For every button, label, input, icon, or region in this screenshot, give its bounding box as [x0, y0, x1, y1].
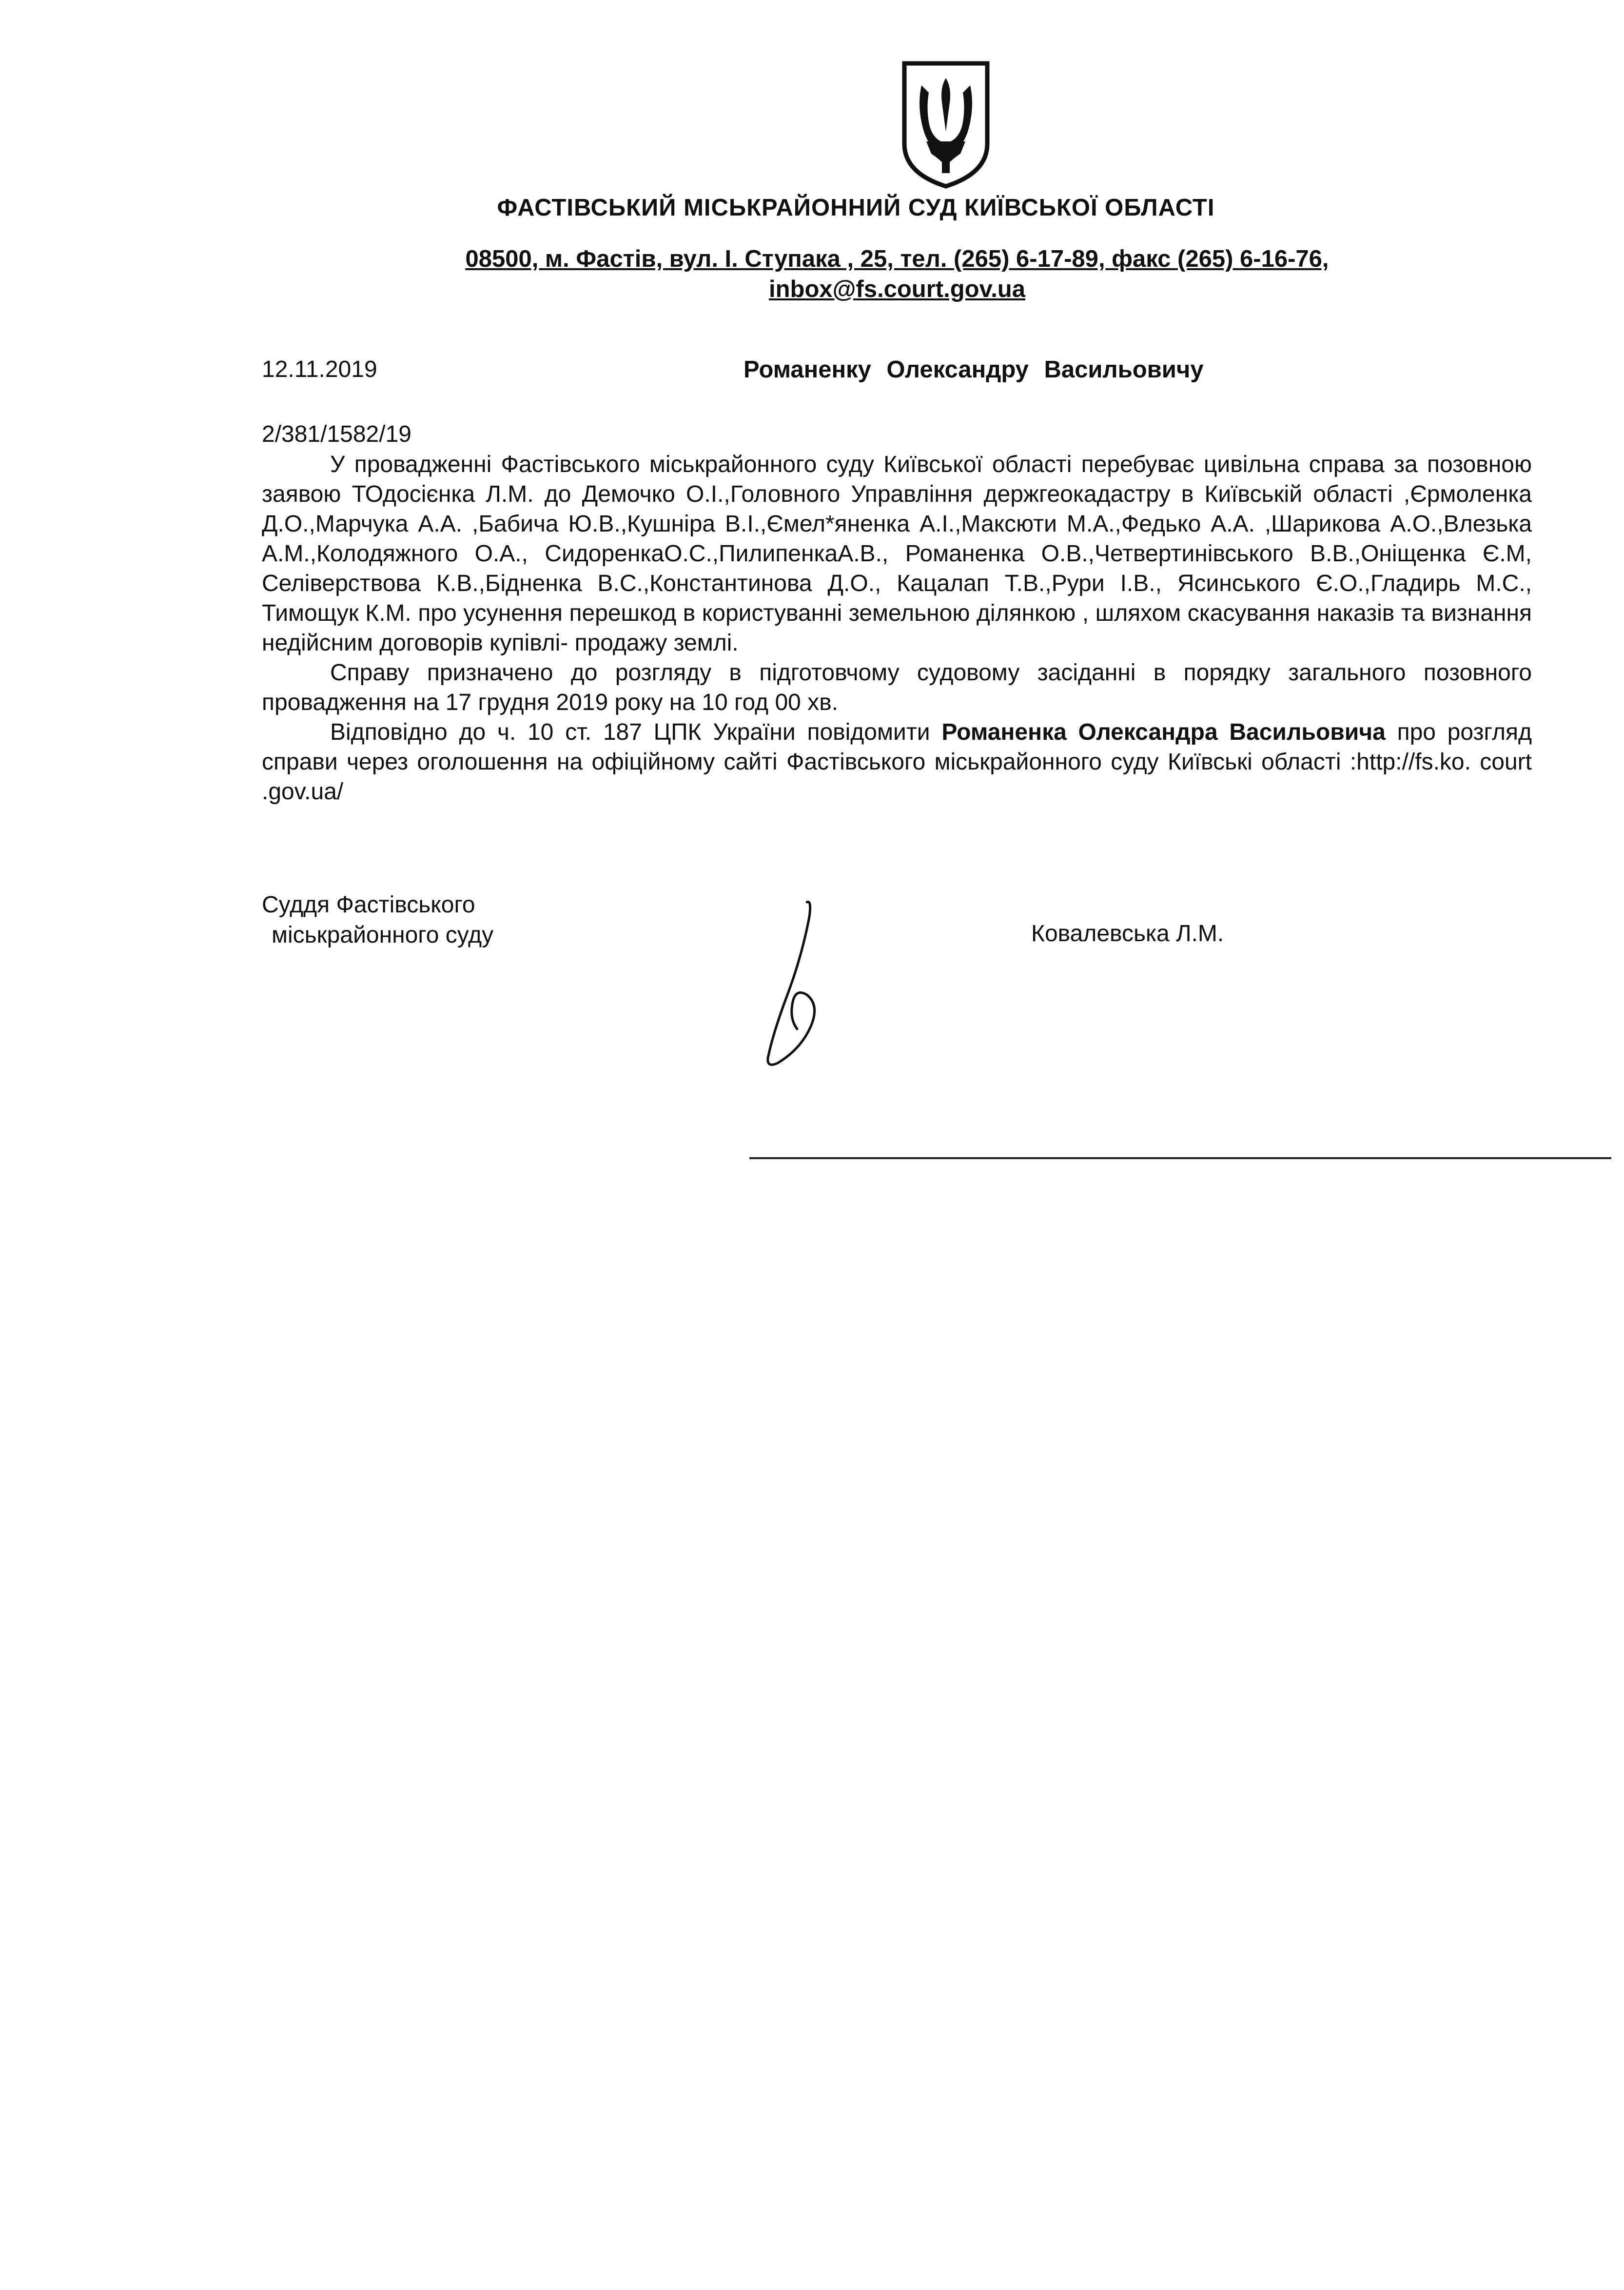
paragraph-notice — [262, 717, 1532, 807]
paragraph-claim: У провадженні Фастівського міськрайонного суду Київської області перебуває цивільна справа за позовною заявою ТОдосієнка Л.М. до Демочко О.І.,Головного Управління держгеокадастру в Київській області ,Єрмоленка Д.О.,Марчука А.А. ,Бабича Ю.В.,Кушніра В.І.,Ємел*яненка А.І.,Максюти М.А.,Федько А.А. ,Шарикова А.О.,Влезька А.М.,Колодяжного О.А., СидоренкаО.С.,ПилипенкаА.В., Романенка О.В.,Четвертинівського В.В.,Оніщенка Є.М, Селіверствова К.В.,Бідненка В.С.,Константинова Д.О., Кацалап Т.В.,Рури І.В., Ясинського Є.О.,Гладирь М.С., Тимощук К.М. про усунення перешкод в користуванні земельною ділянкою , шляхом скасування наказів та визнання недійсним договорів купівлі- продажу землі. — [262, 452, 1532, 656]
recipient-name: Романенку Олександру Васильовичу — [744, 356, 1204, 383]
notice-text-start: Відповідно до ч. 10 ст. 187 ЦПК України повідомити — [330, 719, 942, 745]
address-line: 08500, м. Фастів, вул. І. Ступака , 25, тел. (265) 6-17-89, факс (265) 6-16-76, — [465, 246, 1329, 272]
trident-emblem-icon — [897, 59, 995, 190]
letter-date: 12.11.2019 — [262, 356, 377, 382]
paragraph-hearing: Справу призначено до розгляду в підготовчому судовому засіданні в порядку загального позовного провадження на 17 грудня 2019 року на 10 год 00 хв. — [262, 660, 1532, 715]
letter-body — [262, 450, 1532, 807]
judge-role-line: міськрайонного суду — [272, 922, 494, 948]
email-address: inbox@fs.court.gov.ua — [768, 276, 1025, 302]
divider-line — [749, 1157, 1611, 1159]
judge-name: Ковалевська Л.М. — [1031, 921, 1224, 947]
notice-recipient-bold: Романенка Олександра Васильовича — [941, 719, 1386, 745]
notice-text-end: про розгляд справи через оголошення на офіційному сайті Фастівського міськрайонного суду Київські області :http://fs.ko. court .gov.ua/ — [262, 719, 1532, 805]
court-address — [397, 244, 1397, 304]
judge-role — [262, 890, 493, 950]
handwritten-signature — [748, 897, 831, 1073]
case-number: 2/381/1582/19 — [262, 421, 411, 447]
judge-role-line: Суддя Фастівського — [262, 892, 475, 918]
court-name: ФАСТІВСЬКИЙ МІСЬКРАЙОННИЙ СУД КИЇВСЬКОЇ ОБЛАСТІ — [497, 195, 1215, 221]
